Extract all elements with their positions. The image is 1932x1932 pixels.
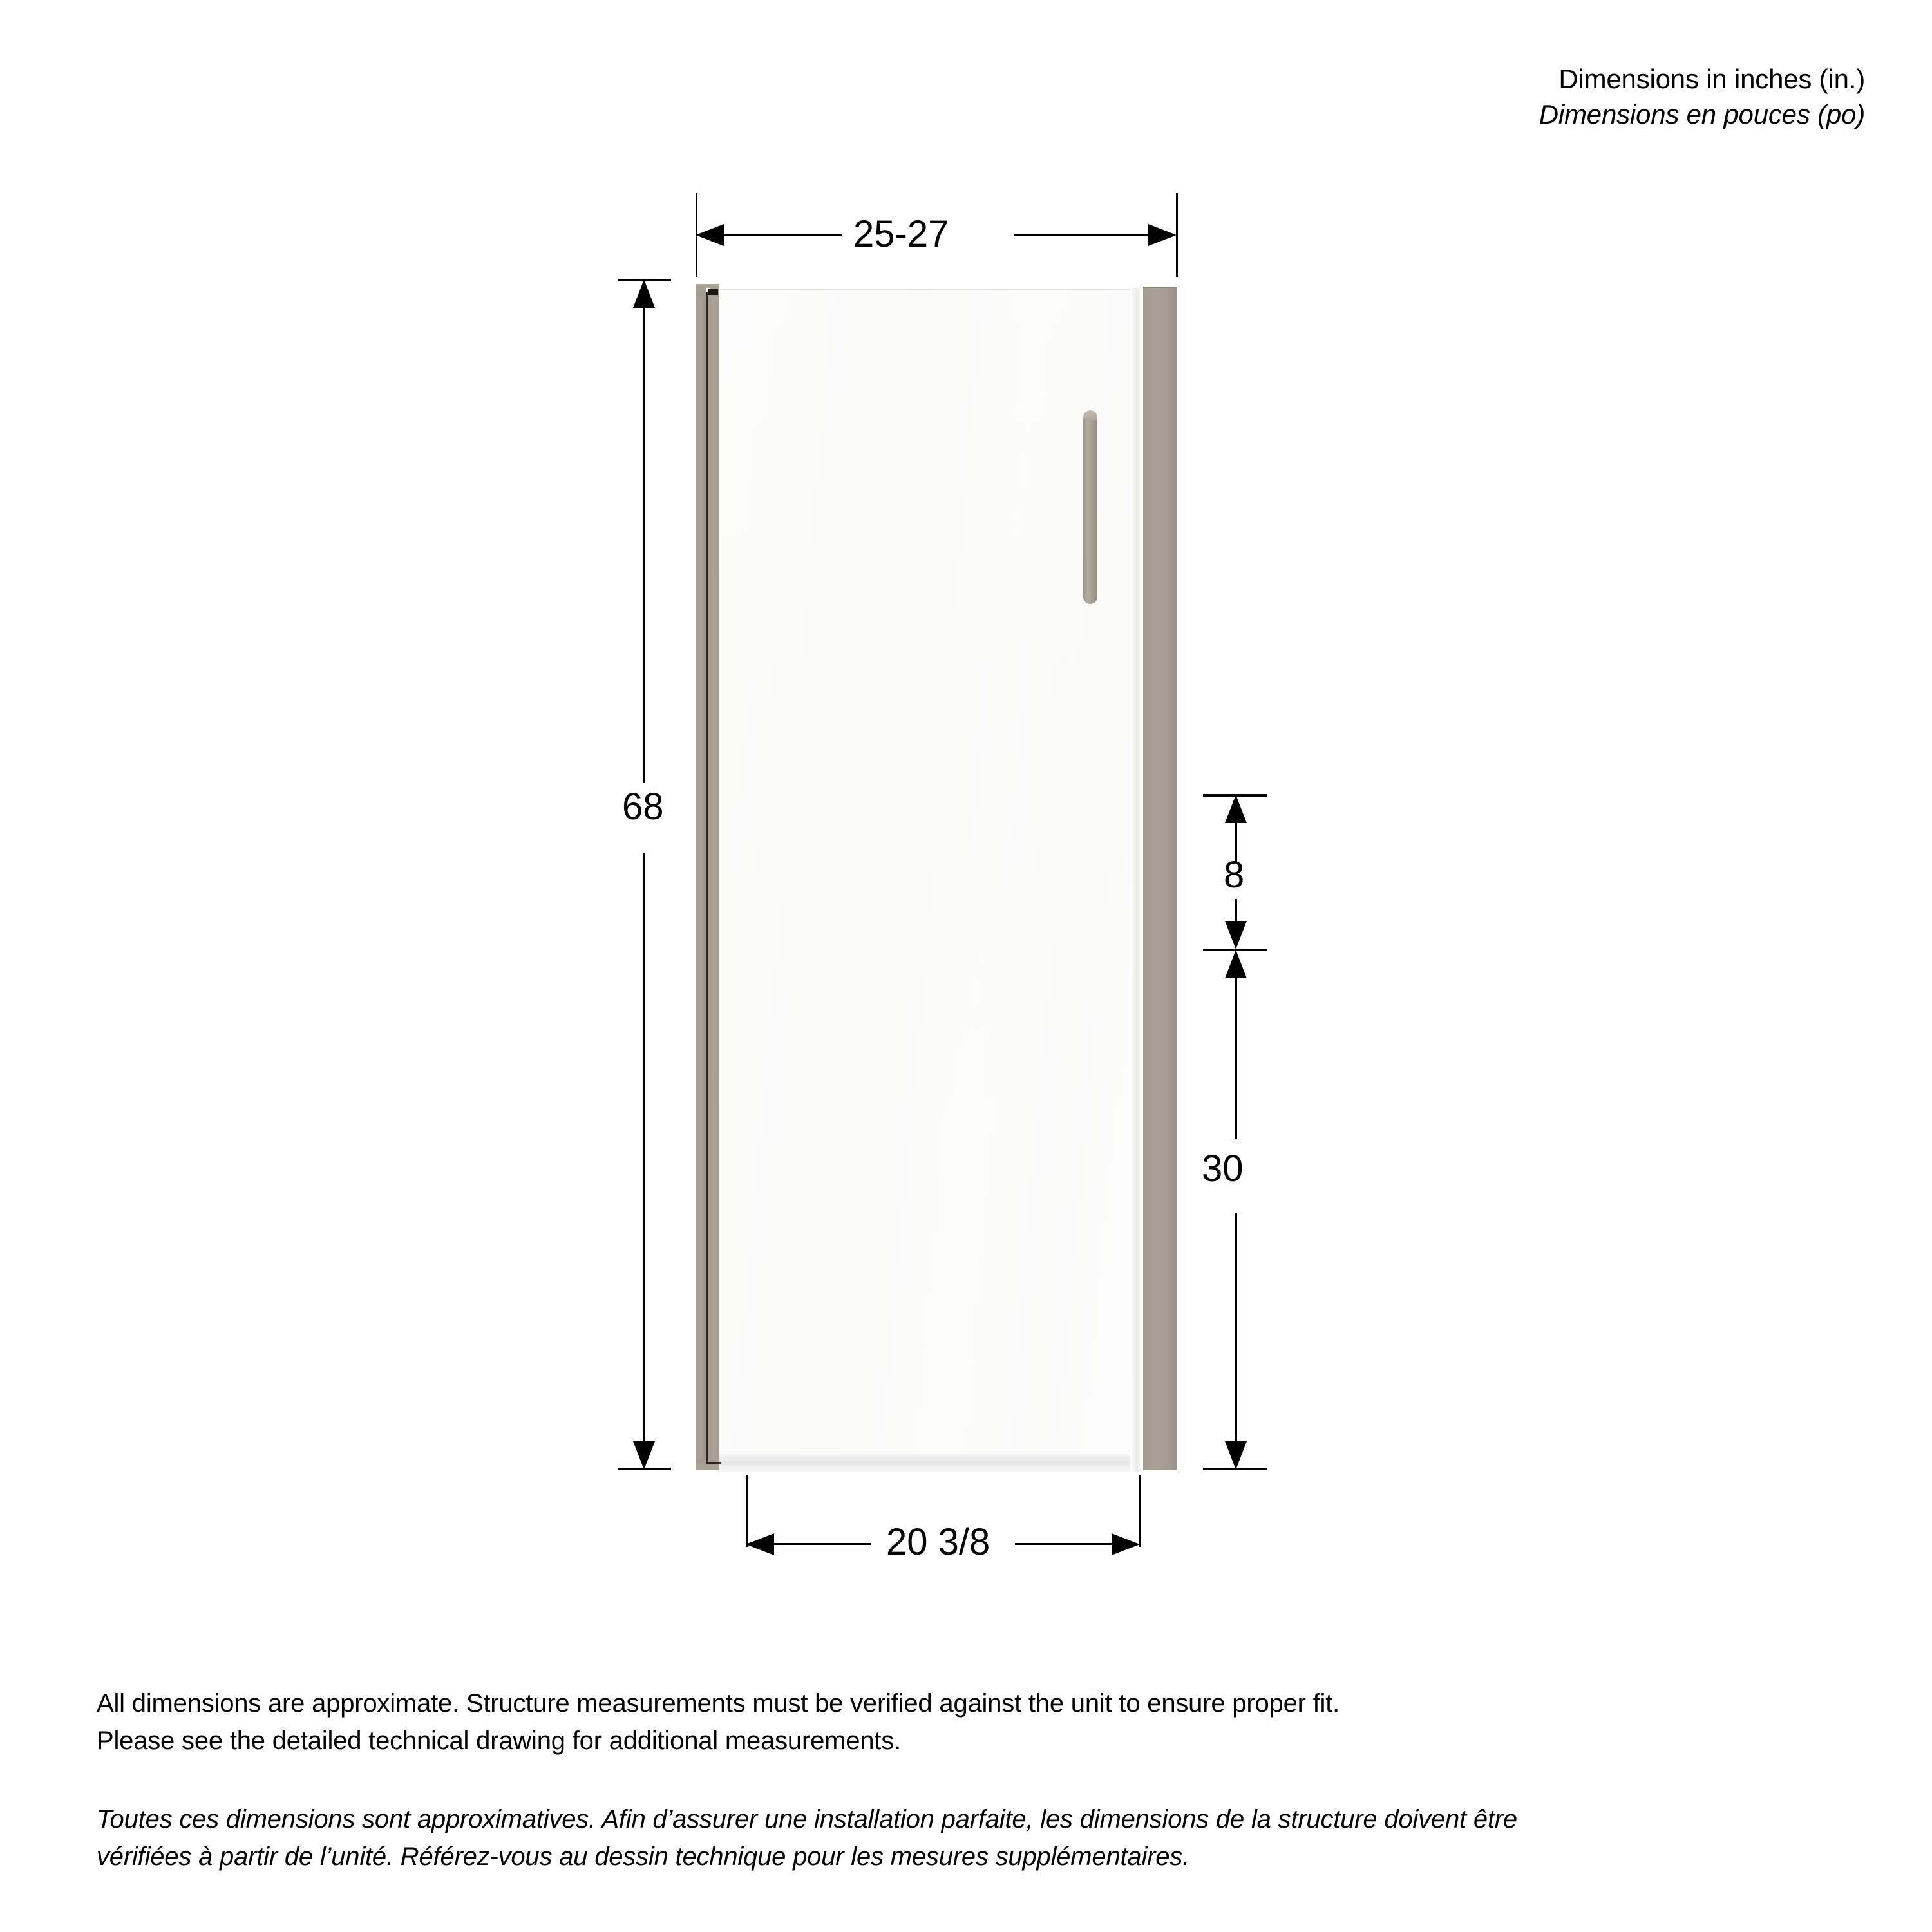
left-jamb-foot-seam	[706, 1462, 721, 1464]
top-dim-line-right-segment	[1014, 234, 1148, 236]
footer-english-block	[97, 1685, 1835, 1759]
top-dim-arrow-right-icon	[1148, 224, 1177, 246]
bottom-dim-arrow-right-icon	[1112, 1533, 1140, 1555]
footer-french-line-1: Toutes ces dimensions sont approximatives. Afin d’assurer une installation parfaite, les dimensions de la structure doivent être	[97, 1805, 1517, 1833]
height-dim-line-lower	[643, 853, 645, 1441]
shower-door-assembly	[696, 284, 1177, 1470]
glass-panel	[718, 289, 1130, 1472]
footer-english-line-2: Please see the detailed technical drawing for additional measurements.	[97, 1727, 901, 1755]
top-hinge-block	[708, 289, 718, 295]
bottom-dim-line-left-segment	[766, 1543, 871, 1545]
handle-dim-line-lower	[1235, 899, 1237, 922]
top-dim-arrow-left-icon	[696, 224, 724, 246]
glass-sheen-overlay	[718, 290, 1130, 1472]
height-dim-arrow-up-icon	[633, 279, 655, 308]
door-handle[interactable]	[1083, 413, 1097, 604]
footer-french-block	[97, 1801, 1835, 1875]
bottom-dim-line-right-segment	[1015, 1543, 1112, 1545]
bottom-width-dimension-label: 20 3/8	[886, 1521, 990, 1563]
handle-dim-arrow-down-icon	[1225, 921, 1247, 949]
overall-height-dimension-label: 68	[622, 786, 664, 828]
lower-dim-line-lower	[1235, 1213, 1237, 1441]
units-header-english: Dimensions in inches (in.)	[1558, 64, 1865, 94]
right-door-edge-strip	[1130, 288, 1143, 1472]
footer-english-line-1: All dimensions are approximate. Structure measurements must be verified against the unit to ensure proper fit.	[97, 1689, 1340, 1718]
glass-bottom-rail	[718, 1452, 1130, 1472]
handle-height-dimension-label: 8	[1224, 854, 1245, 896]
units-header-french: Dimensions en pouces (po)	[1539, 99, 1865, 129]
footer-notes	[97, 1685, 1835, 1875]
height-dim-arrow-down-icon	[633, 1441, 655, 1470]
top-dim-line-left-segment	[716, 234, 842, 236]
bottom-dim-arrow-left-icon	[746, 1533, 774, 1555]
left-wall-jamb	[696, 284, 706, 1470]
lower-height-dimension-label: 30	[1202, 1148, 1244, 1189]
top-width-dimension-label: 25-27	[853, 213, 949, 255]
footer-french-line-2: vérifiées à partir de l’unité. Référez-vous au dessin technique pour les mesures supplémentaires.	[97, 1842, 1190, 1871]
door-handle-top-cap	[1083, 410, 1097, 421]
right-wall-jamb	[1143, 287, 1177, 1470]
lower-dim-arrow-up-icon	[1225, 950, 1247, 978]
lower-dim-line-upper	[1235, 978, 1237, 1139]
lower-dim-arrow-down-icon	[1225, 1441, 1247, 1470]
left-hinge-stile	[708, 289, 719, 1470]
left-jamb-seam-line	[706, 292, 708, 1464]
height-dim-line-upper	[643, 308, 645, 783]
handle-dim-arrow-up-icon	[1225, 795, 1247, 823]
